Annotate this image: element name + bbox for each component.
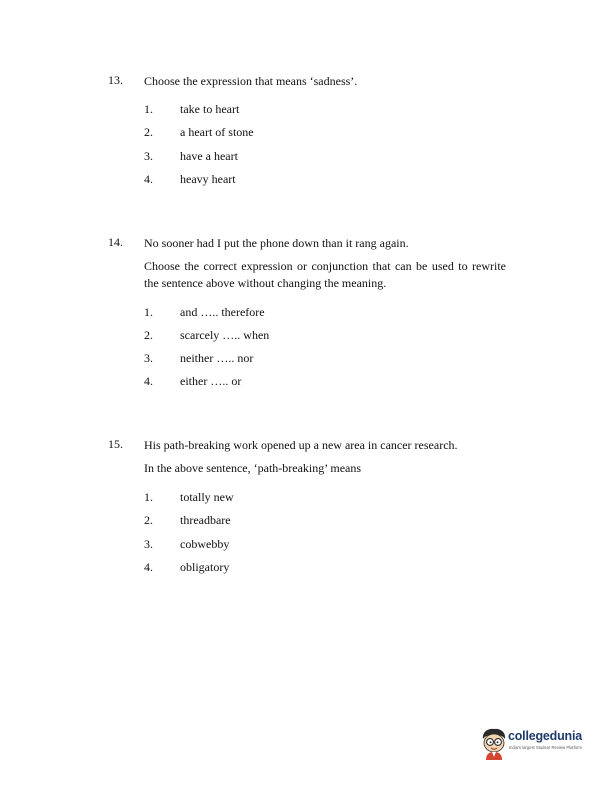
option-text: heavy heart <box>180 172 236 186</box>
question-number: 13. <box>108 73 123 87</box>
question-instruction: Choose the correct expression or conjunction that can be used to rewrite the sentence above without changing the meaning. <box>144 259 506 290</box>
collegedunia-logo <box>480 726 590 760</box>
student-mascot-icon <box>480 726 508 760</box>
option-number: 3. <box>144 351 153 365</box>
question-number: 15. <box>108 437 123 451</box>
option-number: 1. <box>144 490 153 504</box>
option-text: cobwebby <box>180 537 230 551</box>
logo-tagline: India's largest Student Review Platform <box>509 745 582 750</box>
option-text: have a heart <box>180 149 238 163</box>
option-number: 1. <box>144 305 153 319</box>
option-text: neither ….. nor <box>180 351 254 365</box>
option-text: totally new <box>180 490 234 504</box>
option-number: 4. <box>144 560 153 574</box>
logo-wordmark: collegedunia <box>508 729 583 743</box>
option-text: threadbare <box>180 513 231 527</box>
option-number: 1. <box>144 102 153 116</box>
option-number: 2. <box>144 125 153 139</box>
option-number: 4. <box>144 374 153 388</box>
question-number: 14. <box>108 235 123 249</box>
option-number: 4. <box>144 172 153 186</box>
option-text: obligatory <box>180 560 230 574</box>
option-text: a heart of stone <box>180 125 254 139</box>
question-instruction: In the above sentence, ‘path-breaking’ means <box>144 461 362 475</box>
option-text: take to heart <box>180 102 240 116</box>
option-text: either ….. or <box>180 374 242 388</box>
option-number: 2. <box>144 513 153 527</box>
question-text: No sooner had I put the phone down than it rang again. <box>144 236 409 250</box>
option-text: scarcely ….. when <box>180 328 270 342</box>
option-number: 3. <box>144 537 153 551</box>
question-text: Choose the expression that means ‘sadness’. <box>144 74 358 88</box>
option-number: 3. <box>144 149 153 163</box>
question-text: His path-breaking work opened up a new area in cancer research. <box>144 438 458 452</box>
option-number: 2. <box>144 328 153 342</box>
option-text: and ….. therefore <box>180 305 265 319</box>
